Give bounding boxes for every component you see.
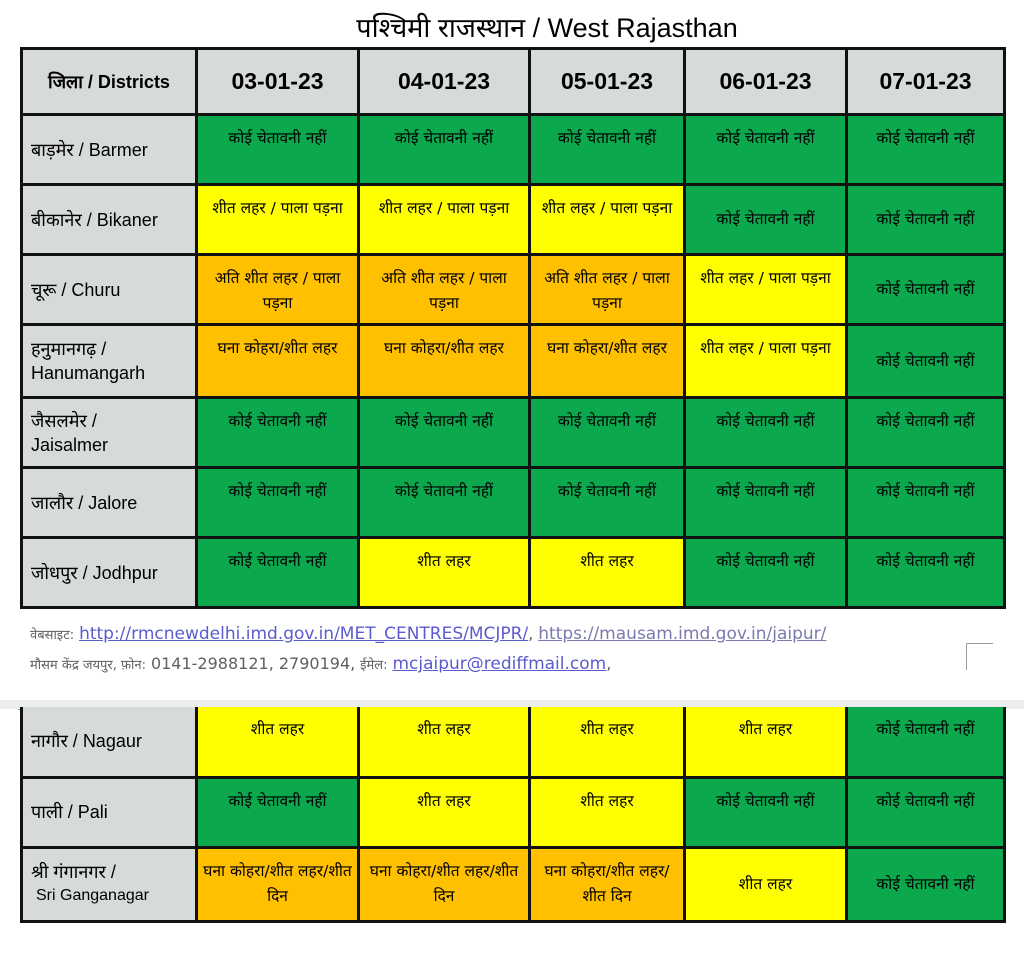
- district-name: जोधपुर / Jodhpur: [31, 562, 158, 583]
- districts-header: जिला / Districts: [22, 49, 197, 115]
- warning-cell-orange: अति शीत लहर / पाला पड़ना: [530, 255, 685, 325]
- warning-cell-yellow: शीत लहर: [530, 777, 685, 847]
- warning-table-top: [20, 47, 1006, 609]
- warning-cell-yellow: शीत लहर / पाला पड़ना: [685, 255, 847, 325]
- district-name: पाली / Pali: [31, 802, 108, 822]
- warning-cell-orange: अति शीत लहर / पाला पड़ना: [359, 255, 530, 325]
- district-name: जालौर / Jalore: [31, 492, 138, 513]
- warning-cell-green: कोई चेतावनी नहीं: [847, 468, 1005, 538]
- warning-cell-green: कोई चेतावनी नहीं: [685, 398, 847, 468]
- table-row: [22, 398, 1005, 468]
- warning-cell-green: कोई चेतावनी नहीं: [359, 468, 530, 538]
- warning-cell-yellow: शीत लहर: [359, 777, 530, 847]
- warning-cell-green: कोई चेतावनी नहीं: [197, 538, 359, 608]
- warning-cell-yellow: शीत लहर / पाला पड़ना: [359, 185, 530, 255]
- district-cell: [22, 325, 197, 398]
- warning-cell-green: कोई चेतावनी नहीं: [530, 468, 685, 538]
- warning-cell-green: कोई चेतावनी नहीं: [530, 398, 685, 468]
- warning-cell-yellow: शीत लहर: [685, 847, 847, 921]
- warning-cell-yellow: शीत लहर: [359, 538, 530, 608]
- warning-cell-orange: घना कोहरा/शीत लहर: [359, 325, 530, 398]
- phone-numbers: 0141-2988121, 2790194,: [150, 654, 356, 673]
- warning-cell-orange: घना कोहरा/शीत लहर: [197, 325, 359, 398]
- warning-cell-yellow: शीत लहर: [685, 707, 847, 777]
- table-row: [22, 185, 1005, 255]
- warning-cell-green: कोई चेतावनी नहीं: [685, 538, 847, 608]
- district-cell: [22, 777, 197, 847]
- warning-cell-green: कोई चेतावनी नहीं: [847, 325, 1005, 398]
- contact-line: [30, 654, 611, 674]
- warning-cell-green: कोई चेतावनी नहीं: [847, 847, 1005, 921]
- district-cell: [22, 398, 197, 468]
- district-cell: [22, 707, 197, 777]
- district-cell: [22, 538, 197, 608]
- warning-cell-yellow: शीत लहर: [197, 707, 359, 777]
- warning-cell-green: कोई चेतावनी नहीं: [685, 115, 847, 185]
- warning-cell-green: कोई चेतावनी नहीं: [685, 468, 847, 538]
- table-row: [22, 847, 1005, 921]
- header-row: [22, 49, 1005, 115]
- email-link[interactable]: mcjaipur@rediffmail.com: [392, 654, 607, 674]
- date-header: 07-01-23: [847, 49, 1005, 115]
- warning-cell-green: कोई चेतावनी नहीं: [847, 777, 1005, 847]
- date-header: 04-01-23: [359, 49, 530, 115]
- table-row: [22, 255, 1005, 325]
- warning-cell-green: कोई चेतावनी नहीं: [847, 707, 1005, 777]
- district-name: बीकानेर / Bikaner: [31, 209, 158, 230]
- district-name-english: Sri Ganganagar: [36, 887, 149, 904]
- warning-cell-yellow: शीत लहर: [530, 538, 685, 608]
- page-title: पश्चिमी राजस्थान / West Rajasthan: [356, 13, 738, 43]
- warning-cell-orange: घना कोहरा/शीत लहर/शीत दिन: [359, 847, 530, 921]
- warning-cell-green: कोई चेतावनी नहीं: [197, 398, 359, 468]
- date-header: 05-01-23: [530, 49, 685, 115]
- date-header: 06-01-23: [685, 49, 847, 115]
- warning-cell-green: कोई चेतावनी नहीं: [847, 398, 1005, 468]
- district-name: श्री गंगानगर /: [31, 862, 116, 882]
- warning-cell-green: कोई चेतावनी नहीं: [359, 115, 530, 185]
- warning-cell-green: कोई चेतावनी नहीं: [197, 468, 359, 538]
- district-cell: [22, 255, 197, 325]
- district-name: जैसलमेर /: [31, 410, 97, 431]
- district-cell: [22, 115, 197, 185]
- warning-cell-yellow: शीत लहर / पाला पड़ना: [685, 325, 847, 398]
- table-row: [22, 115, 1005, 185]
- district-name-english: Jaisalmer: [31, 434, 109, 455]
- table-row: [22, 325, 1005, 398]
- email-label: ईमेल:: [360, 658, 388, 673]
- website-line: [30, 624, 826, 644]
- warning-cell-yellow: शीत लहर / पाला पड़ना: [530, 185, 685, 255]
- warning-cell-green: कोई चेतावनी नहीं: [197, 777, 359, 847]
- contact-label: मौसम केंद्र जयपुर, फ़ोन:: [30, 658, 146, 673]
- warning-cell-yellow: शीत लहर / पाला पड़ना: [197, 185, 359, 255]
- district-name: चूरू / Churu: [31, 279, 121, 300]
- warning-cell-green: कोई चेतावनी नहीं: [685, 777, 847, 847]
- separator: ,: [528, 624, 534, 643]
- district-cell: [22, 468, 197, 538]
- district-cell: [22, 847, 197, 921]
- warning-cell-green: कोई चेतावनी नहीं: [847, 115, 1005, 185]
- district-name-english: Hanumangarh: [31, 363, 146, 383]
- warning-cell-orange: घना कोहरा/शीत लहर/शीत दिन: [197, 847, 359, 921]
- warning-cell-yellow: शीत लहर: [359, 707, 530, 777]
- district-cell: [22, 185, 197, 255]
- table-row: [22, 777, 1005, 847]
- warning-cell-green: कोई चेतावनी नहीं: [847, 255, 1005, 325]
- warning-cell-yellow: शीत लहर: [530, 707, 685, 777]
- warning-cell-green: कोई चेतावनी नहीं: [847, 185, 1005, 255]
- warning-cell-orange: घना कोहरा/शीत लहर/शीत दिन: [530, 847, 685, 921]
- table-row: [22, 538, 1005, 608]
- district-name: हनुमानगढ़ /: [31, 339, 107, 359]
- district-name: बाड़मेर / Barmer: [31, 139, 148, 160]
- warning-table-bottom: [20, 707, 1006, 923]
- warning-cell-orange: अति शीत लहर / पाला पड़ना: [197, 255, 359, 325]
- website-link-mausam[interactable]: https://mausam.imd.gov.in/jaipur/: [538, 624, 827, 644]
- warning-cell-green: कोई चेतावनी नहीं: [530, 115, 685, 185]
- page-corner-mark: [966, 643, 993, 670]
- warning-cell-green: कोई चेतावनी नहीं: [359, 398, 530, 468]
- email-suffix: ,: [606, 654, 612, 673]
- warning-cell-orange: घना कोहरा/शीत लहर: [530, 325, 685, 398]
- warning-cell-green: कोई चेतावनी नहीं: [197, 115, 359, 185]
- table-row: [22, 707, 1005, 777]
- website-link-rmc[interactable]: http://rmcnewdelhi.imd.gov.in/MET_CENTRES/MCJPR/: [79, 624, 529, 644]
- warning-cell-green: कोई चेतावनी नहीं: [685, 185, 847, 255]
- website-label: वेबसाइट:: [30, 628, 75, 643]
- warning-cell-green: कोई चेतावनी नहीं: [847, 538, 1005, 608]
- district-name: नागौर / Nagaur: [31, 731, 142, 752]
- date-header: 03-01-23: [197, 49, 359, 115]
- table-row: [22, 468, 1005, 538]
